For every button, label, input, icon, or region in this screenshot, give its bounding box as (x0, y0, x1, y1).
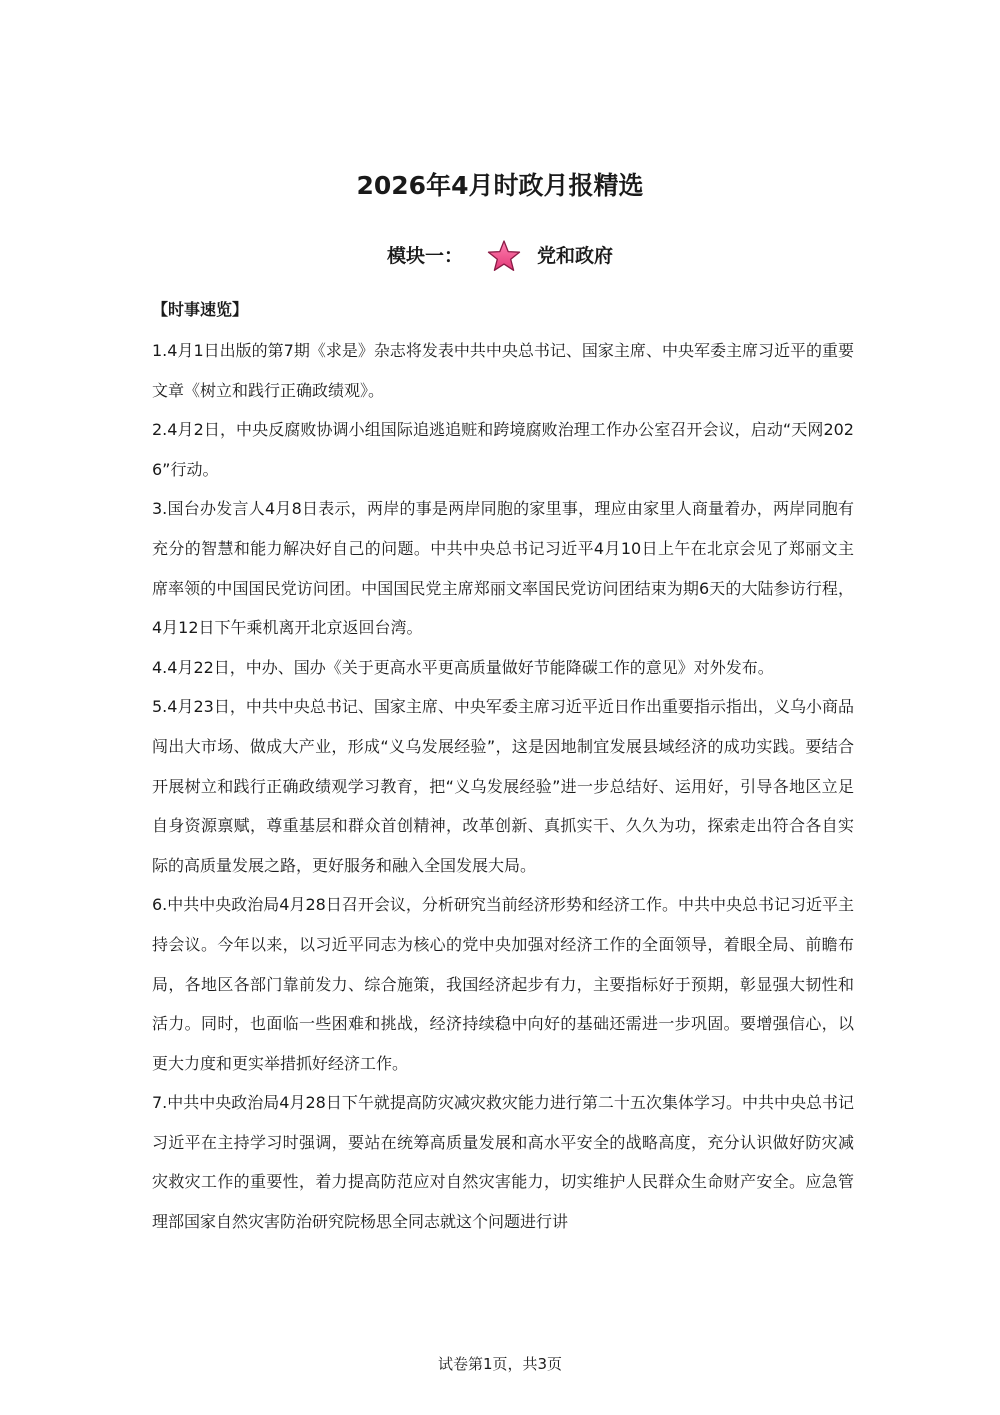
module-prefix: 模块一： (386, 245, 463, 267)
news-item: 4.4月22日，中办、国办《关于更高水平更高质量做好节能降碳工作的意见》对外发布。 (152, 657, 774, 677)
news-item: 6.中共中央政治局4月28日召开会议，分析研究当前经济形势和经济工作。中共中央总书记习近平主持会议。今年以来，以习近平同志为核心的党中央加强对经济工作的全面领导，着眼全局、前瞻布局，各地区各部门靠前发力、综合施策，我国经济起步有力，主要指标好于预期，彰显强大韧性和活力。同时，也面临一些困难和挑战，经济持续稳中向好的基础还需进一步巩固。要增强信心，以更大力度和更实举措抓好经济工作。 (152, 895, 854, 1073)
news-list (152, 331, 854, 1242)
module-name: 党和政府 (537, 245, 614, 267)
news-item: 5.4月23日，中共中央总书记、国家主席、中央军委主席习近平近日作出重要指示指出，义乌小商品闯出大市场、做成大产业，形成“义乌发展经验”，这是因地制宜发展县域经济的成功实践。要结合开展树立和践行正确政绩观学习教育，把“义乌发展经验”进一步总结好、运用好，引导各地区立足自身资源禀赋，尊重基层和群众首创精神，改革创新、真抓实干、久久为功，探索走出符合各自实际的高质量发展之路，更好服务和融入全国发展大局。 (152, 697, 854, 875)
page-title: 2026年4月时政月报精选 (356, 171, 644, 200)
news-item: 3.国台办发言人4月8日表示，两岸的事是两岸同胞的家里事，理应由家里人商量着办，两岸同胞有充分的智慧和能力解决好自己的问题。中共中央总书记习近平4月10日上午在北京会见了郑丽文主席率领的中国国民党访问团。中国国民党主席郑丽文率国民党访问团结束为期6天的大陆参访行程，4月12日下午乘机离开北京返回台湾。 (152, 499, 854, 638)
page-footer: 试卷第1页，共3页 (437, 1355, 563, 1373)
news-item: 2.4月2日，中央反腐败协调小组国际追逃追赃和跨境腐败治理工作办公室召开会议，启动“天网2026”行动。 (152, 420, 854, 479)
news-item: 1.4月1日出版的第7期《求是》杂志将发表中共中央总书记、国家主席、中央军委主席习近平的重要文章《树立和践行正确政绩观》。 (152, 341, 854, 400)
star-icon (487, 239, 521, 273)
section-label: 【时事速览】 (152, 300, 249, 319)
news-item: 7.中共中央政治局4月28日下午就提高防灾减灾救灾能力进行第二十五次集体学习。中共中央总书记习近平在主持学习时强调，要站在统筹高质量发展和高水平安全的战略高度，充分认识做好防灾减灾救灾工作的重要性，着力提高防范应对自然灾害能力，切实维护人民群众生命财产安全。应急管理部国家自然灾害防治研究院杨思全同志就这个问题进行讲 (152, 1093, 854, 1232)
module-heading (0, 236, 1000, 276)
